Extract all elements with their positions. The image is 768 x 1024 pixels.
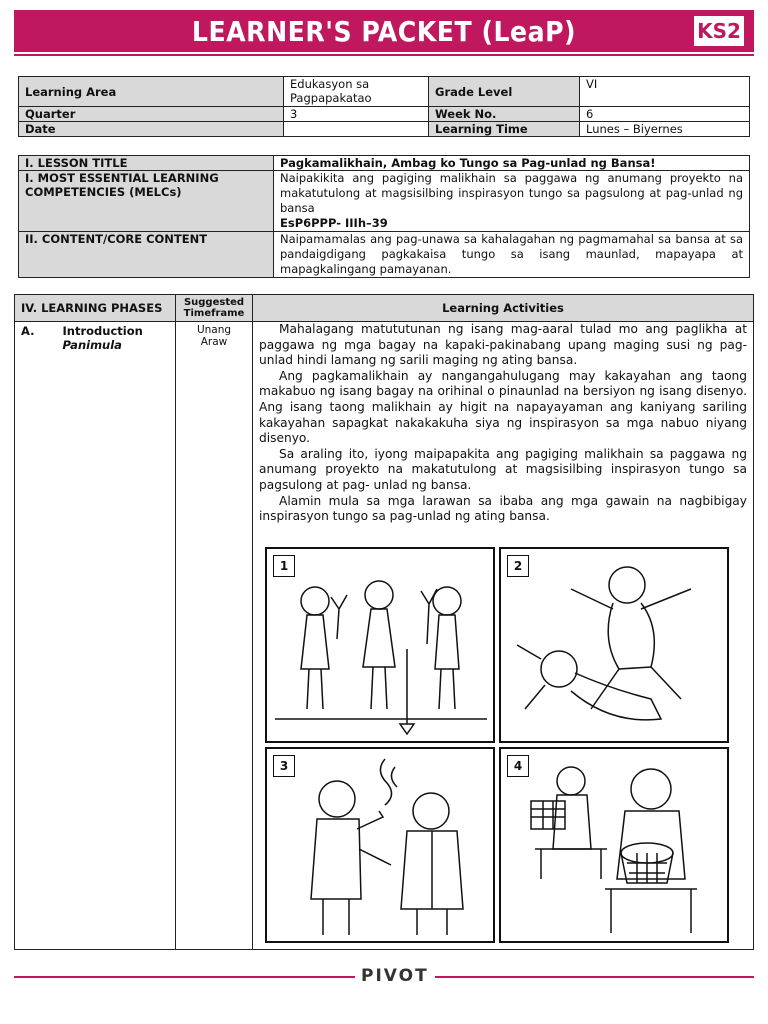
time-label: Learning Time [429, 122, 580, 137]
lesson-table [18, 155, 750, 278]
date-value [284, 122, 429, 137]
time-value: Lunes – Biyernes [580, 122, 750, 137]
timeframe-value: Unang Araw [176, 322, 253, 950]
picture-number: 3 [273, 755, 295, 777]
info-table [18, 76, 750, 137]
paragraph-1: Mahalagang matututunan ng isang mag-aaral tulad mo ang paglikha at paggawa ng mga bagay na kapaki-pakinabang upang maging susi ng pag-unlad hindi lamang ng sarili maging ng ating bansa. [259, 322, 747, 368]
paragraph-2: Ang pagkamalikhain ay nangangahulugang may kakayahan ang taong makabuo ng isang bagay na orihinal o pinaunlad na bersiyon ng isang disenyo. Ang isang taong malikhain ay higit na napayayaman ang kaniyang sariling kakayahan sapagkat nakakakuha siya ng inspirasyon sa mga nabuo niyang disenyo. [259, 368, 747, 446]
grade-value: VI [580, 77, 750, 107]
picture-smoking-boys [265, 747, 495, 943]
timeframe-header: Suggested Timeframe [176, 295, 253, 322]
header-rule [14, 54, 754, 56]
picture-number: 4 [507, 755, 529, 777]
picture-number: 2 [507, 555, 529, 577]
paragraph-3: Sa araling ito, iyong maipapakita ang pagiging malikhain sa paggawa ng anumang proyekto na makatutulong at magsisilbing inspirasyon tungo sa pagsulong at pag- unlad ng bansa. [259, 446, 747, 492]
activities-cell [253, 322, 754, 950]
phase-letter: A. [21, 324, 35, 338]
quarter-value: 3 [284, 107, 429, 122]
lesson-title-label: I. LESSON TITLE [19, 156, 274, 171]
picture-fighting-kids [499, 547, 729, 743]
pivot-logo [355, 966, 435, 986]
picture-number: 1 [273, 555, 295, 577]
picture-tree-planting [265, 547, 495, 743]
week-value: 6 [580, 107, 750, 122]
packet-title: LEARNER'S PACKET (LeaP) [191, 14, 577, 48]
activities-header: Learning Activities [253, 295, 754, 322]
phases-header: IV. LEARNING PHASES [15, 295, 176, 322]
melc-label: I. MOST ESSENTIAL LEARNING COMPETENCIES (MELCs) [19, 171, 274, 232]
quarter-label: Quarter [19, 107, 284, 122]
header-banner [14, 10, 754, 52]
picture-basket-weaving [499, 747, 729, 943]
phase-cell [15, 322, 176, 950]
basket-weaving-illustration [501, 749, 727, 937]
content-label: II. CONTENT/CORE CONTENT [19, 232, 274, 278]
grade-label: Grade Level [429, 77, 580, 107]
learning-area-label: Learning Area [19, 77, 284, 107]
content-value: Naipamamalas ang pag-unawa sa kahalagahan ng pagmamahal sa bansa at sa pandaigdigang pagkakaisa tungo sa isang maunlad, mapayapa at mapagkalingang pamayanan. [274, 232, 750, 278]
pivot-logo-text: PIVOT [361, 966, 429, 986]
week-label: Week No. [429, 107, 580, 122]
melc-code: EsP6PPP- IIIh–39 [280, 216, 388, 230]
date-label: Date [19, 122, 284, 137]
paragraph-4: Alamin mula sa mga larawan sa ibaba ang mga gawain na nagbibigay inspirasyon tungo sa pag-unlad ng ating bansa. [259, 493, 747, 524]
key-stage-badge: KS2 [694, 16, 744, 46]
melc-value: Naipakikita ang pagiging malikhain sa paggawa ng anumang proyekto na makatutulong at magsisilbing inspirasyon tungo sa pagsulong at pag-unlad ng bansa [280, 171, 743, 215]
melc-cell [274, 171, 750, 232]
learning-area-value: Edukasyon sa Pagpapakatao [284, 77, 429, 107]
lesson-title-value: Pagkamalikhain, Ambag ko Tungo sa Pag-unlad ng Bansa! [274, 156, 750, 171]
picture-grid [265, 547, 747, 943]
smoking-boys-illustration [267, 749, 493, 937]
phase-subtitle: Panimula [62, 338, 122, 352]
phase-title: Introduction [62, 324, 143, 338]
fighting-kids-illustration [501, 549, 727, 737]
tree-planting-illustration [267, 549, 493, 737]
learning-phases-table [14, 294, 754, 950]
